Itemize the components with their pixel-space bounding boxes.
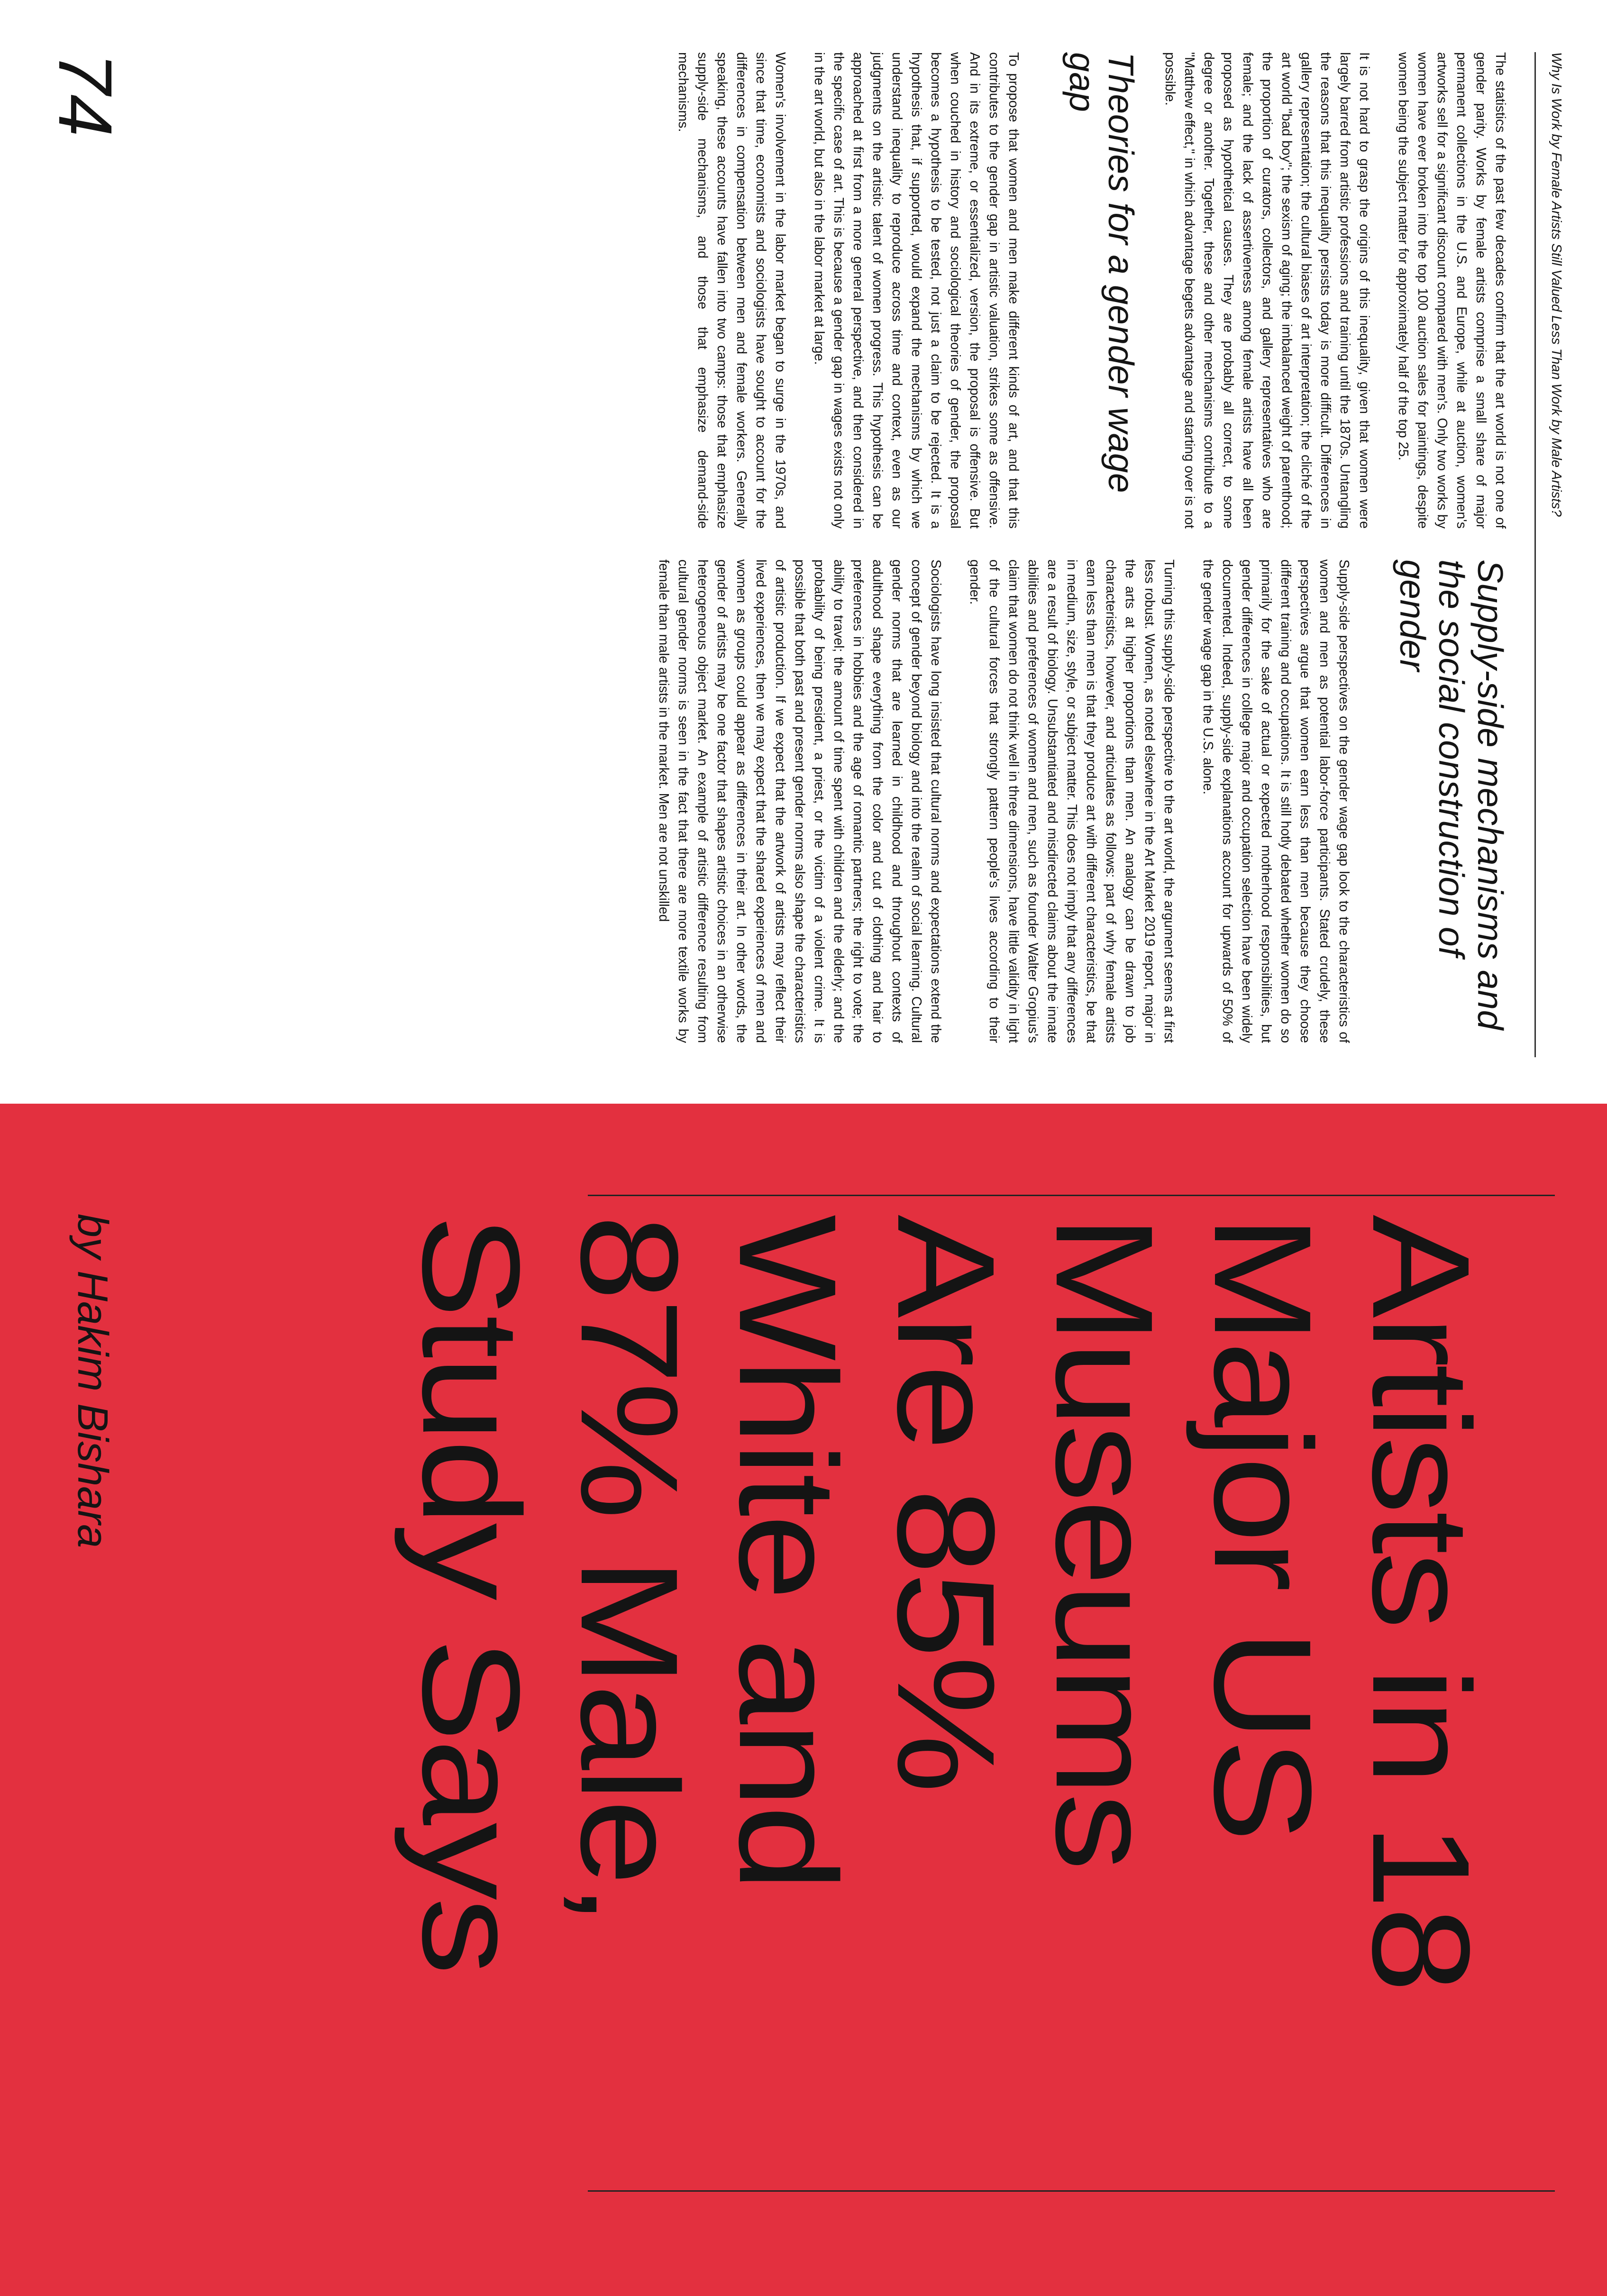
- page-number: 74: [43, 52, 128, 137]
- paragraph: Women's involvement in the labor market began to surge in the 1970s, and since that time, economists and sociologists have sought to account for the differences in compensation between men and female workers. Generally speaking, these accounts have fallen into two camps: those that emphasize supply-side mechanisms, and those that emphasize demand-side mechanisms.: [676, 52, 788, 529]
- headline-line: Artists in 18: [1344, 1215, 1498, 1990]
- article-headline: [392, 1215, 1500, 2296]
- headline-line: Major US: [1186, 1215, 1340, 1840]
- byline: by Hakim Bishara: [69, 1214, 116, 1548]
- headline-line: Museums: [1027, 1215, 1182, 1868]
- headline-line: Are 85%: [869, 1215, 1023, 1791]
- headline-rule-top: [588, 1195, 1555, 1196]
- section-heading: Supply-side mechanisms and the social construction of gender: [1393, 559, 1510, 1030]
- paragraph: Sociologists have long insisted that cultural norms and expectations extend the concept of gender beyond biology and into the realm of social learning. Cultural gender norms that are learned in childhood and throughout contexts of adulthood shape everything from the color and cut of clothing and hair to preferences in hobbies and the age of romantic partners; the right to vote; the ability to travel; the amount of time spent with children and the elderly; and the probability of being president, a priest, or the victim of a violent crime. It is possible that both past and present gender norms also shape the characteristics of artistic production. If we expect that the artwork of artists may reflect their lived experiences, then we may expect that the shared experiences of men and women as groups could appear as differences in their art. In other words, the gender of artists may be one factor that shapes artistic choices in an otherwise heterogeneous object market. An example of artistic difference resulting from cultural gender norms is seen in the fact that there are more textile works by female than male artists in the market. Men are not unskilled: [656, 559, 943, 1043]
- section-heading: Theories for a gender wage gap: [1062, 52, 1141, 494]
- paragraph: Supply-side perspectives on the gender wage gap look to the characteristics of women and men as potential labor-force participants. Stated crudely, these perspectives argue that women earn less than men because they choose different training and occupations. It is still hotly debated whether women do so primarily for the sake of actual or expected motherhood responsibilities, but gender differences in college major and occupation selection have been widely documented. Indeed, supply-side explanations account for upwards of 50% of the gender wage gap in the U.S. alone.: [1200, 559, 1351, 1043]
- headline-line: 87% Male,: [552, 1215, 707, 1923]
- header-rule: [1534, 52, 1536, 1057]
- paragraph: Turning this supply-side perspective to the art world, the argument seems at first less robust. Women, as noted elsewhere in the Art Market 2019 report, major in the arts at higher proportions than men. An analogy can be drawn to job characteristics, however, and articulates as follows: part of why female artists earn less than men is that they produce art with different characteristics, be that in medium, size, style, or subject matter. This does not imply that any differences are a result of biology. Unsubstantiated and misdirected claims about the innate abilities and preferences of women and men, such as founder Walter Gropius's claim that women do not think well in three dimensions, have little validity in light of the cultural forces that strongly pattern people's lives according to their gender.: [967, 559, 1177, 1043]
- headline-line: White and: [711, 1215, 865, 1889]
- text-column-right: [654, 559, 1510, 1043]
- paragraph: It is not hard to grasp the origins of this inequality, given that women were largely barred from artistic professions and training until the 1870s. Untangling the reasons that this inequality persists today is more difficult. Differences in gallery representation; the cultural biases of art interpretation; the cliché of the art world "bad boy"; the sexism of aging; the imbalanced weight of parenthood; the proportion of curators, collectors, and gallery representatives who are female; and the lack of assertiveness among female artists have all been proposed as hypothetical causes. They are probably all correct, to some degree or another. Together, these and other mechanisms contribute to a "Matthew effect," in which advantage begets advantage and starting over is not possible.: [1162, 52, 1372, 529]
- paragraph: The statistics of the past few decades confirm that the art world is not one of gender parity. Works by female artists comprise a small share of major permanent collections in the U.S. and Europe, while at auction, women's artworks sell for a significant discount compared with men's. Only two works by women have ever broken into the top 100 auction sales for paintings, despite women being the subject matter for approximately half of the top 25.: [1396, 52, 1508, 529]
- paragraph: To propose that women and men make different kinds of art, and that this contributes to the gender gap in artistic valuation, strikes some as offensive. And in its extreme, or essentialized, version, the proposal is offensive. But when couched in history and sociological theories of gender, the proposal becomes a hypothesis to be tested, not just a claim to be rejected. It is a hypothesis that, if supported, would expand the mechanisms by which we understand inequality to reproduce across time and context, even as our judgments on the artistic talent of women progress. This hypothesis can be approached at first from a more general perspective, and then considered in the specific case of art. This is because a gender gap in wages exists not only in the art world, but also in the labor market at large.: [812, 52, 1021, 529]
- running-title: Why Is Work by Female Artists Still Valued Less Than Work by Male Artists?: [1549, 52, 1564, 517]
- headline-line: Study Says: [394, 1215, 548, 1973]
- text-column-left: [673, 52, 1510, 529]
